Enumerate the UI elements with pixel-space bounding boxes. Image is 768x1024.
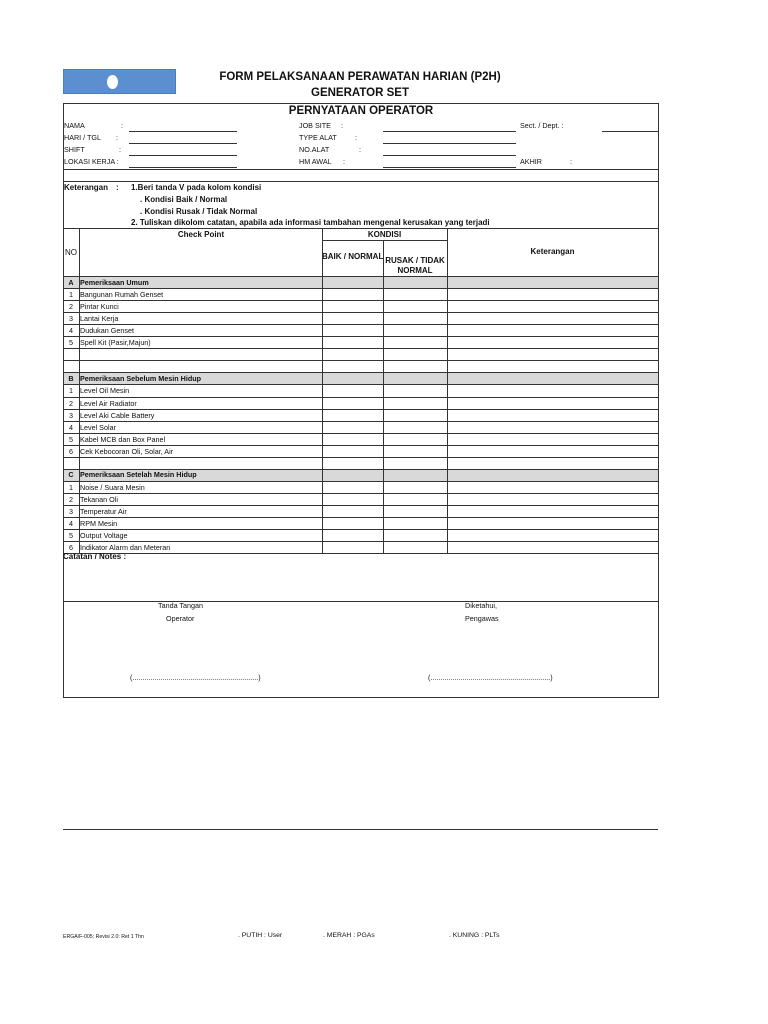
- section-title: Pemeriksaan Setelah Mesin Hidup: [80, 470, 197, 480]
- baik-check-cell[interactable]: [323, 313, 382, 324]
- item-number: 4: [69, 326, 73, 336]
- item-number: 3: [69, 314, 73, 324]
- item-number: 4: [69, 519, 73, 528]
- item-number: 6: [69, 446, 73, 456]
- nama-input[interactable]: [129, 131, 237, 132]
- item-number: 5: [69, 434, 73, 444]
- keterangan-label: Keterangan: [64, 183, 109, 192]
- notes-label: Catatan / Notes :: [63, 552, 127, 561]
- baik-check-cell[interactable]: [323, 410, 382, 421]
- field-label-shift: SHIFT: [64, 145, 85, 154]
- item-number: 4: [69, 422, 73, 432]
- item-number: 2: [69, 398, 73, 408]
- shift-input[interactable]: [129, 155, 237, 156]
- signature-operator-line[interactable]: (...............................................................): [130, 673, 261, 682]
- baik-check-cell[interactable]: [323, 530, 382, 541]
- keterangan-cell[interactable]: [448, 325, 658, 336]
- baik-check-cell[interactable]: [323, 422, 382, 433]
- item-number: 5: [69, 338, 73, 348]
- item-number: 1: [69, 386, 73, 396]
- sect-input[interactable]: [602, 131, 658, 132]
- baik-check-cell[interactable]: [323, 289, 382, 300]
- checklist-item: RPM Mesin: [80, 519, 118, 528]
- rusak-check-cell[interactable]: [384, 482, 446, 493]
- keterangan-cell[interactable]: [448, 434, 658, 445]
- item-number: 3: [69, 506, 73, 516]
- rusak-check-cell[interactable]: [384, 398, 446, 409]
- baik-check-cell[interactable]: [323, 434, 382, 445]
- rusak-check-cell[interactable]: [384, 385, 446, 396]
- col-header-baik: BAIK / NORMAL: [322, 252, 384, 261]
- col-header-check-point: Check Point: [177, 230, 225, 239]
- signature-right-title: Diketahui,: [465, 601, 497, 610]
- rusak-check-cell[interactable]: [384, 301, 446, 312]
- baik-check-cell[interactable]: [323, 446, 382, 457]
- keterangan-cell[interactable]: [448, 385, 658, 396]
- bottom-divider: [63, 829, 658, 830]
- field-label-job-site: JOB SITE: [299, 121, 331, 130]
- rusak-check-cell[interactable]: [384, 518, 446, 529]
- field-label-hm-awal: HM AWAL: [299, 157, 332, 166]
- section-title: Pemeriksaan Sebelum Mesin Hidup: [80, 373, 202, 383]
- rusak-check-cell[interactable]: [384, 446, 446, 457]
- checklist-item: Output Voltage: [80, 531, 128, 541]
- baik-check-cell[interactable]: [323, 494, 382, 505]
- item-number: 2: [69, 494, 73, 504]
- signature-left-title: Tanda Tangan: [158, 601, 204, 610]
- item-number: 2: [69, 302, 73, 312]
- field-label-sect: Sect. / Dept. :: [520, 121, 564, 130]
- baik-check-cell[interactable]: [323, 506, 382, 517]
- checklist-item: Level Aki Cable Battery: [80, 410, 155, 420]
- field-label-no-alat: NO.ALAT: [299, 145, 330, 154]
- copy-red: . MERAH : PGAs: [323, 932, 375, 939]
- section-letter: B: [68, 373, 74, 383]
- keterangan-cell[interactable]: [448, 530, 658, 541]
- section-letter: A: [68, 277, 74, 287]
- form-title: FORM PELAKSANAAN PERAWATAN HARIAN (P2H): [219, 71, 501, 83]
- keterangan-cell[interactable]: [448, 289, 658, 300]
- rusak-check-cell[interactable]: [384, 325, 446, 336]
- rusak-check-cell[interactable]: [384, 337, 446, 348]
- checklist-item: Level Solar: [80, 422, 116, 432]
- checklist-item: Tekanan Oli: [80, 494, 118, 504]
- instruction-4: 2. Tuliskan dikolom catatan, apabila ada informasi tambahan mengenal kerusakan yang terjadi: [131, 218, 490, 227]
- copy-white: . PUTIH : User: [238, 932, 283, 939]
- section-title: Pemeriksaan Umum: [80, 277, 149, 287]
- checklist-item: Noise / Suara Mesin: [80, 482, 145, 492]
- checklist-item: Level Air Radiator: [80, 398, 137, 408]
- keterangan-cell[interactable]: [448, 301, 658, 312]
- type-alat-input[interactable]: [383, 143, 516, 144]
- keterangan-cell[interactable]: [448, 313, 658, 324]
- checklist-item: Level Oil Mesin: [80, 386, 130, 396]
- field-label-lokasi: LOKASI KERJA :: [64, 157, 119, 166]
- checklist-item: Spell Kit (Pasir,Majun): [80, 338, 151, 348]
- notes-area[interactable]: [64, 562, 658, 600]
- keterangan-cell[interactable]: [448, 494, 658, 505]
- keterangan-cell[interactable]: [448, 337, 658, 348]
- rusak-check-cell[interactable]: [384, 422, 446, 433]
- section-letter: C: [68, 470, 74, 480]
- checklist-item: Pintar Kunci: [80, 302, 119, 312]
- field-label-hari: HARI / TGL: [64, 133, 102, 142]
- copy-yellow: . KUNING : PLTs: [449, 932, 500, 939]
- lokasi-input[interactable]: [129, 167, 237, 168]
- rusak-check-cell[interactable]: [384, 410, 446, 421]
- rusak-check-cell[interactable]: [384, 530, 446, 541]
- field-label-akhir: AKHIR: [520, 157, 542, 166]
- checklist-item: Kabel MCB dan Box Panel: [80, 434, 166, 444]
- rusak-check-cell[interactable]: [384, 542, 446, 553]
- form-code: ERGA/F-005; Revisi 2.0: Ret 1 Thn: [63, 934, 144, 940]
- col-header-no: NO: [65, 248, 77, 257]
- col-header-keterangan: Keterangan: [530, 247, 575, 256]
- keterangan-cell[interactable]: [448, 518, 658, 529]
- checklist-item: Temperatur Air: [80, 506, 127, 516]
- job-site-input[interactable]: [383, 131, 516, 132]
- baik-check-cell[interactable]: [323, 482, 382, 493]
- col-header-rusak-1: RUSAK / TIDAK: [385, 256, 445, 265]
- rusak-check-cell[interactable]: [384, 434, 446, 445]
- logo-mark-icon: [107, 75, 118, 89]
- instruction-3: . Kondisi Rusak / Tidak Normal: [140, 207, 258, 216]
- signature-right-role: Pengawas: [465, 614, 499, 623]
- signature-pengawas-line[interactable]: (............................................................): [428, 673, 553, 682]
- item-number: 3: [69, 410, 73, 420]
- checklist-item: Lantai Kerja: [80, 314, 119, 324]
- keterangan-cell[interactable]: [448, 422, 658, 433]
- baik-check-cell[interactable]: [323, 385, 382, 396]
- item-number: 6: [69, 543, 73, 553]
- item-number: 1: [69, 290, 73, 300]
- field-label-type-alat: TYPE ALAT: [299, 133, 337, 142]
- baik-check-cell[interactable]: [323, 518, 382, 529]
- section-header-row: [64, 277, 658, 288]
- hari-tgl-input[interactable]: [129, 143, 237, 144]
- instruction-2: . Kondisi Baik / Normal: [140, 195, 228, 204]
- keterangan-cell[interactable]: [448, 446, 658, 457]
- form-subtitle: GENERATOR SET: [311, 87, 409, 99]
- no-alat-input[interactable]: [383, 155, 516, 156]
- rusak-check-cell[interactable]: [384, 289, 446, 300]
- col-header-kondisi: KONDISI: [367, 230, 402, 239]
- checklist-item: Indikator Alarm dan Meteran: [80, 543, 171, 553]
- checklist-item: Bangunan Rumah Genset: [80, 290, 164, 300]
- hm-awal-input[interactable]: [383, 167, 516, 168]
- keterangan-cell[interactable]: [448, 542, 658, 553]
- field-label-nama: NAMA: [64, 121, 85, 130]
- section-title: PERNYATAAN OPERATOR: [288, 105, 434, 117]
- col-header-rusak-2: NORMAL: [397, 266, 433, 275]
- keterangan-cell[interactable]: [448, 410, 658, 421]
- baik-check-cell[interactable]: [323, 325, 382, 336]
- keterangan-cell[interactable]: [448, 398, 658, 409]
- item-number: 1: [69, 482, 73, 492]
- baik-check-cell[interactable]: [323, 542, 382, 553]
- rusak-check-cell[interactable]: [384, 313, 446, 324]
- keterangan-cell[interactable]: [448, 482, 658, 493]
- checklist-item: Cek Kebocoran Oli, Solar, Air: [80, 446, 174, 456]
- keterangan-cell[interactable]: [448, 506, 658, 517]
- checklist-item: Dudukan Genset: [80, 326, 134, 336]
- baik-check-cell[interactable]: [323, 301, 382, 312]
- item-number: 5: [69, 531, 73, 541]
- baik-check-cell[interactable]: [323, 398, 382, 409]
- instruction-1: 1.Beri tanda V pada kolom kondisi: [131, 183, 262, 192]
- rusak-check-cell[interactable]: [384, 494, 446, 505]
- baik-check-cell[interactable]: [323, 337, 382, 348]
- rusak-check-cell[interactable]: [384, 506, 446, 517]
- signature-left-role: Operator: [166, 614, 195, 623]
